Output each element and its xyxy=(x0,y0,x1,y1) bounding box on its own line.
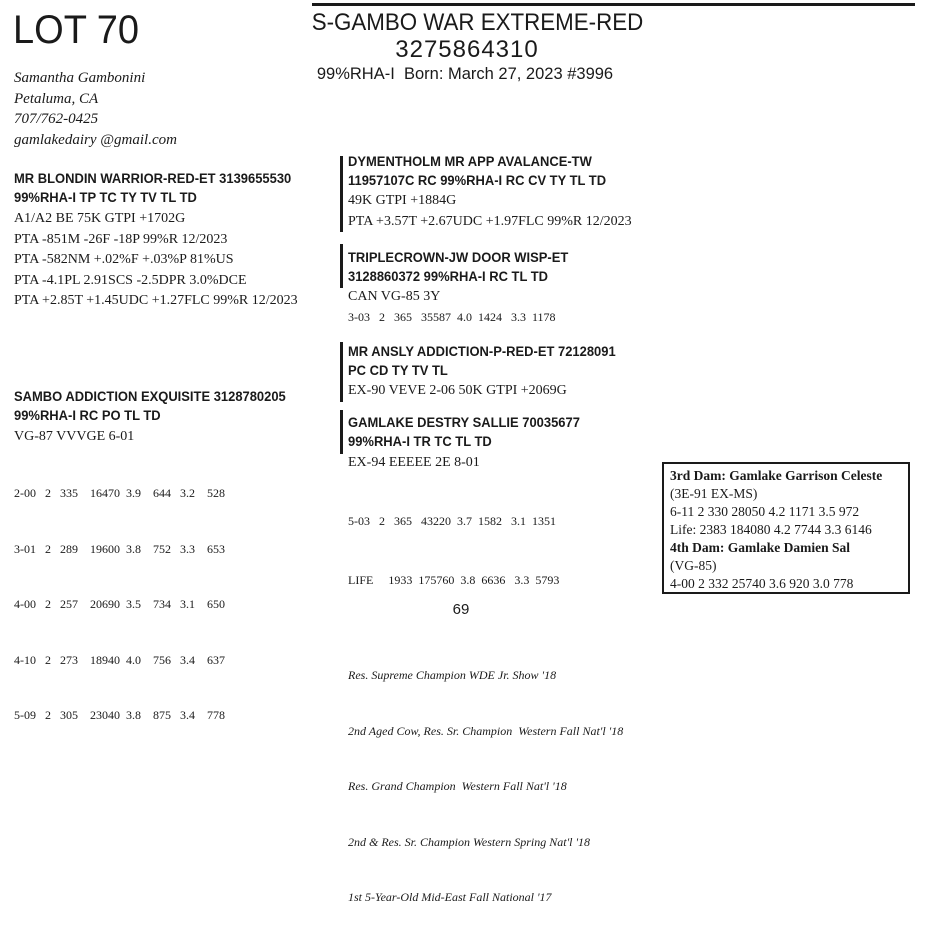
sire-block xyxy=(14,169,303,312)
sire-sire-block xyxy=(348,152,632,232)
dam-record: 3-01 2 289 19600 3.8 752 3.3 653 xyxy=(14,541,225,556)
top-rule xyxy=(312,3,915,6)
animal-info: 99%RHA-I Born: March 27, 2023 #3996 xyxy=(316,65,614,83)
dam-record: 2-00 2 335 16470 3.9 644 3.2 528 xyxy=(14,486,225,500)
sire-sire-name: DYMENTHOLM MR APP AVALANCE-TW xyxy=(348,154,592,169)
sire-sire-line: 49K GTPI +1884G xyxy=(348,193,457,208)
dam-dam-classification: EX-94 EEEEE 2E 8-01 xyxy=(348,455,480,470)
third-dam-line: Life: 2383 184080 4.2 7744 3.3 6146 xyxy=(670,522,872,537)
fourth-dam-title: 4th Dam: Gamlake Damien Sal xyxy=(670,540,850,555)
sire-dam-block xyxy=(348,248,578,327)
consignor-block xyxy=(14,68,177,150)
sire-dam-codes: 3128860372 99%RHA-I RC TL TD xyxy=(348,269,549,284)
third-dam-title: 3rd Dam: Gamlake Garrison Celeste xyxy=(670,468,883,483)
dam-sire-name: MR ANSLY ADDICTION-P-RED-ET 72128091 xyxy=(348,344,616,359)
sire-line: PTA -4.1PL 2.91SCS -2.5DPR 3.0%DCE xyxy=(14,272,247,288)
animal-name: S-GAMBO WAR EXTREME-RED xyxy=(311,9,644,36)
sire-sire-line: PTA +3.57T +2.67UDC +1.97FLC 99%R 12/2023 xyxy=(348,213,632,229)
page-number: 69 xyxy=(452,601,470,618)
sire-dam-bar xyxy=(340,244,343,288)
dam-dam-name: GAMLAKE DESTRY SALLIE 70035677 xyxy=(348,415,580,430)
dam-dam-honor: 2nd & Res. Sr. Champion Western Spring Nat'l '18 xyxy=(348,834,591,849)
registration-number: 3275864310 xyxy=(395,36,539,63)
dam-dam-codes: 99%RHA-I TR TC TL TD xyxy=(348,434,492,449)
sire-line: PTA -851M -26F -18P 99%R 12/2023 xyxy=(14,231,228,247)
consignor-email: gamlakedairy @gmail.com xyxy=(14,131,177,148)
sire-dam-name: TRIPLECROWN-JW DOOR WISP-ET xyxy=(348,250,569,265)
sire-name: MR BLONDIN WARRIOR-RED-ET 3139655530 xyxy=(14,171,292,186)
fourth-dam-line: (VG-85) xyxy=(670,558,717,573)
consignor-name: Samantha Gambonini xyxy=(14,70,146,86)
dam-sire-block xyxy=(348,342,627,401)
sire-line: A1/A2 BE 75K GTPI +1702G xyxy=(14,211,186,226)
dam-block xyxy=(14,387,297,762)
dam-record: 4-00 2 257 20690 3.5 734 3.1 650 xyxy=(14,597,225,611)
fourth-dam-line: 4-00 2 332 25740 3.6 920 3.0 778 xyxy=(670,576,854,591)
dam-dam-honor: Res. Supreme Champion WDE Jr. Show '18 xyxy=(348,668,557,682)
third-dam-line: (3E-91 EX-MS) xyxy=(670,486,758,501)
dam-name: SAMBO ADDICTION EXQUISITE 3128780205 xyxy=(14,389,286,404)
dam-dam-honor: 2nd Aged Cow, Res. Sr. Champion Western Fall Nat'l '18 xyxy=(348,723,624,738)
dam-dam-honor: Res. Grand Champion Western Fall Nat'l '18 xyxy=(348,779,567,793)
sire-line: PTA +2.85T +1.45UDC +1.27FLC 99%R 12/2023 xyxy=(14,293,298,308)
third-dam-line: 6-11 2 330 28050 4.2 1171 3.5 972 xyxy=(670,504,860,519)
dam-dam-record: 5-03 2 365 43220 3.7 1582 3.1 1351 xyxy=(348,514,556,528)
dam-classification: VG-87 VVVGE 6-01 xyxy=(14,429,135,444)
dam-sire-codes: PC CD TY TV TL xyxy=(348,363,448,378)
sire-dam-record: 3-03 2 365 35587 4.0 1424 3.3 1178 xyxy=(348,310,556,324)
dam-sire-bar xyxy=(340,342,343,402)
sire-dam-classification: CAN VG-85 3Y xyxy=(348,289,441,304)
dam-dam-bar xyxy=(340,410,343,454)
sire-line: PTA -582NM +.02%F +.03%P 81%US xyxy=(14,252,234,267)
dam-sire-line: EX-90 VEVE 2-06 50K GTPI +2069G xyxy=(348,383,567,398)
dam-dam-block xyxy=(348,413,623,944)
dam-dam-honor: 1st 5-Year-Old Mid-East Fall National '17 xyxy=(348,890,552,904)
dam-record: 4-10 2 273 18940 4.0 756 3.4 637 xyxy=(14,652,225,667)
sire-sire-bar xyxy=(340,156,343,232)
consignor-phone: 707/762-0425 xyxy=(14,111,99,127)
sire-sire-codes: 11957107C RC 99%RHA-I RC CV TY TL TD xyxy=(348,173,607,188)
consignor-city: Petaluma, CA xyxy=(14,90,99,107)
lot-number: LOT 70 xyxy=(13,8,140,52)
sire-codes: 99%RHA-I TP TC TY TV TL TD xyxy=(14,190,197,205)
dam-codes: 99%RHA-I RC PO TL TD xyxy=(14,408,161,423)
ancestry-box xyxy=(662,462,910,594)
dam-dam-lifetime: LIFE 1933 175760 3.8 6636 3.3 5793 xyxy=(348,572,560,587)
dam-record: 5-09 2 305 23040 3.8 875 3.4 778 xyxy=(14,708,225,722)
